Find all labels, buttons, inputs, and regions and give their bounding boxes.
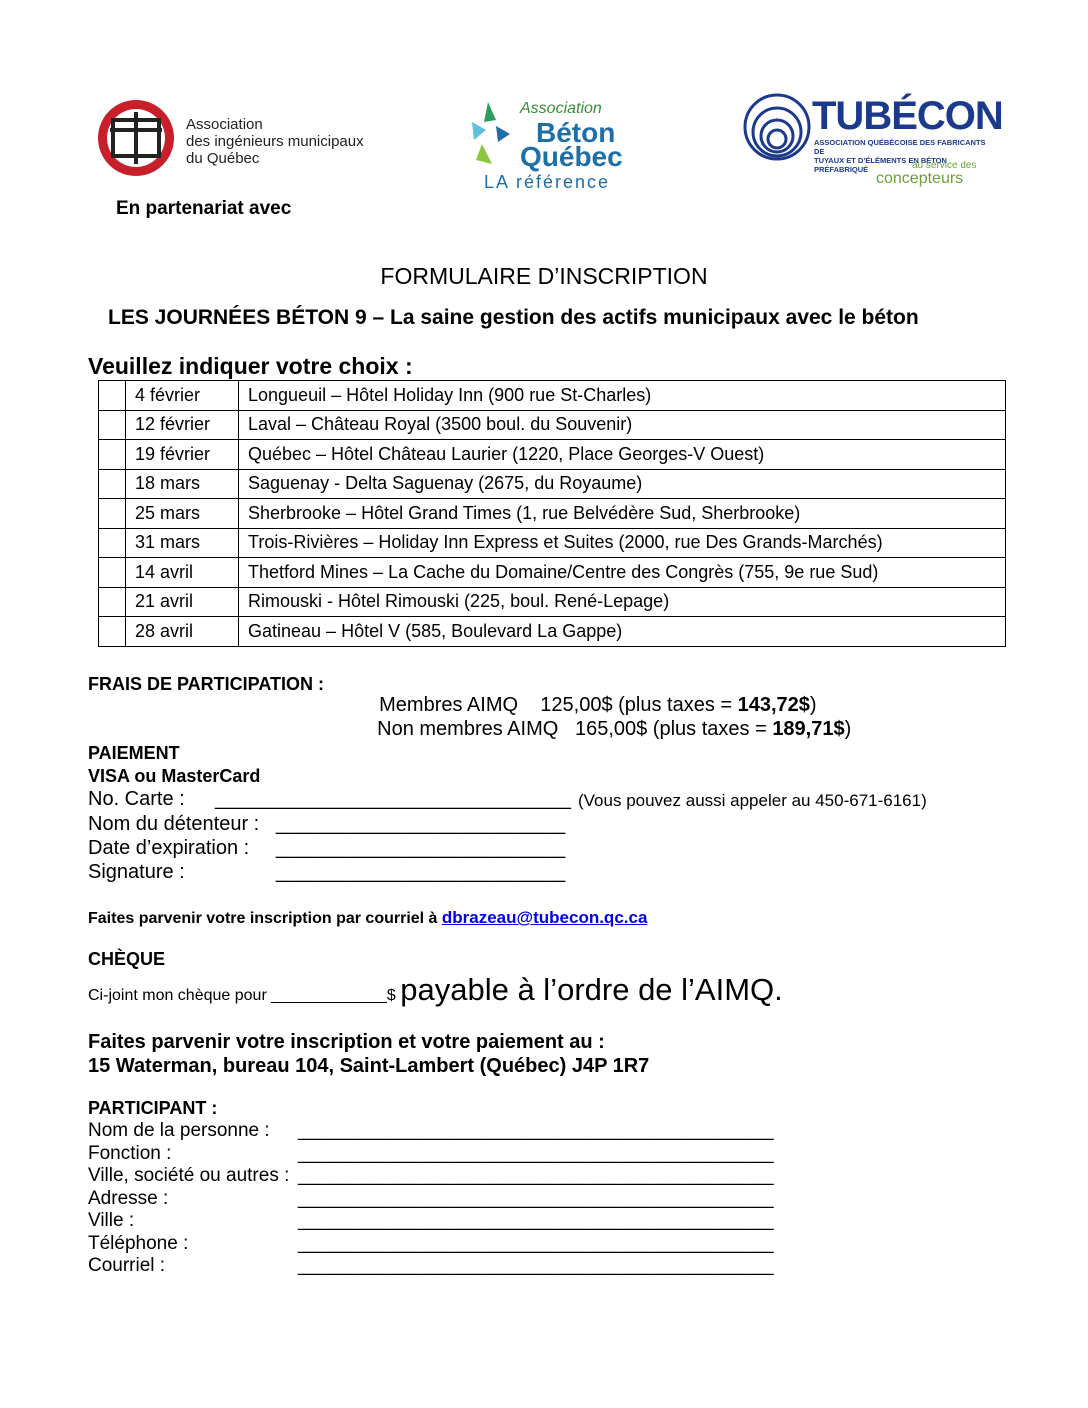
session-row <box>99 381 1006 411</box>
participant-field-row <box>88 1233 808 1256</box>
fees-label: FRAIS DE PARTICIPATION : <box>88 674 324 694</box>
beton-assoc: Association <box>520 100 602 117</box>
signature-label: Signature : <box>88 861 185 883</box>
holder-field[interactable]: __________________________ <box>276 813 566 835</box>
session-place: Longueuil – Hôtel Holiday Inn (900 rue St-Charles) <box>239 381 1006 411</box>
cheque-heading: CHÈQUE <box>88 949 166 969</box>
session-checkbox[interactable] <box>99 499 126 529</box>
session-checkbox[interactable] <box>99 558 126 588</box>
tubecon-logo <box>742 92 1003 192</box>
session-date: 21 avril <box>126 587 239 617</box>
beton-leaf-icon <box>470 100 514 170</box>
session-checkbox[interactable] <box>99 617 126 647</box>
participant-field-input[interactable]: _____________________________________________ <box>298 1187 774 1209</box>
participant-heading: PARTICIPANT : <box>88 1098 218 1118</box>
participant-field-label: Fonction : <box>88 1142 172 1164</box>
session-date: 25 mars <box>126 499 239 529</box>
session-date: 31 mars <box>126 528 239 558</box>
beton-line2: Québec <box>520 141 623 172</box>
session-checkbox[interactable] <box>99 410 126 440</box>
expiry-label: Date d’expiration : <box>88 837 250 859</box>
signature-field[interactable]: __________________________ <box>276 861 566 883</box>
choice-heading: Veuillez indiquer votre choix : <box>88 353 413 379</box>
fee-non-members-total: 189,71$ <box>772 718 845 740</box>
aimq-logo <box>96 98 376 182</box>
session-place: Rimouski - Hôtel Rimouski (225, boul. René-Lepage) <box>239 587 1006 617</box>
session-date: 28 avril <box>126 617 239 647</box>
holder-label: Nom du détenteur : <box>88 813 260 835</box>
participant-field-row <box>88 1210 808 1233</box>
session-row <box>99 558 1006 588</box>
session-checkbox[interactable] <box>99 587 126 617</box>
session-place: Sherbrooke – Hôtel Grand Times (1, rue Belvédère Sud, Sherbrooke) <box>239 499 1006 529</box>
card-types: VISA ou MasterCard <box>88 766 261 786</box>
participant-field-label: Ville, société ou autres : <box>88 1165 290 1186</box>
session-row <box>99 528 1006 558</box>
session-place: Saguenay - Delta Saguenay (2675, du Royaume) <box>239 469 1006 499</box>
participant-field-row <box>88 1143 808 1166</box>
tubecon-sub-1: ASSOCIATION QUÉBÉCOISE DES FABRICANTS DE <box>814 138 986 156</box>
participant-field-row <box>88 1255 808 1278</box>
email-instruction-text: Faites parvenir votre inscription par courriel à <box>88 910 442 927</box>
tubecon-rings-icon <box>742 92 812 162</box>
participant-field-input[interactable]: _____________________________________________ <box>298 1210 774 1231</box>
participant-field-row <box>88 1188 808 1211</box>
participant-field-input[interactable]: _____________________________________________ <box>298 1120 774 1141</box>
participant-field-label: Nom de la personne : <box>88 1120 270 1141</box>
participant-field-input[interactable]: _____________________________________________ <box>298 1142 774 1164</box>
beton-tagline: LA référence <box>484 172 611 192</box>
participant-field-label: Adresse : <box>88 1187 169 1209</box>
participant-field-row <box>88 1165 808 1188</box>
participant-field-row <box>88 1120 808 1143</box>
fee-members-close: ) <box>809 694 817 716</box>
email-instruction <box>88 908 647 928</box>
cheque-text: Ci-joint mon chèque pour _____________$ <box>88 987 396 1004</box>
session-date: 18 mars <box>126 469 239 499</box>
participant-fields <box>88 1120 808 1278</box>
card-number-label: No. Carte : <box>88 788 185 810</box>
email-link[interactable]: dbrazeau@tubecon.qc.ca <box>441 908 648 927</box>
participant-field-label: Courriel : <box>88 1255 166 1276</box>
cheque-payable: payable à l’ordre de l’AIMQ. <box>400 972 783 1007</box>
aimq-text-1: Association <box>186 116 263 133</box>
cheque-line <box>88 972 783 1008</box>
card-number-field[interactable]: ________________________________ <box>215 788 571 810</box>
session-row <box>99 469 1006 499</box>
beton-quebec-logo <box>470 100 630 192</box>
participant-field-input[interactable]: _____________________________________________ <box>298 1165 774 1186</box>
partner-text: En partenariat avec <box>116 198 292 219</box>
beton-line1: Béton <box>536 117 616 148</box>
session-row <box>99 499 1006 529</box>
mail-address: 15 Waterman, bureau 104, Saint-Lambert (Québec) J4P 1R7 <box>88 1055 650 1077</box>
aimq-emblem-icon <box>96 98 180 182</box>
session-checkbox[interactable] <box>99 440 126 470</box>
fee-non-members-close: ) <box>844 718 852 740</box>
session-checkbox[interactable] <box>99 381 126 411</box>
fee-non-members <box>366 695 851 741</box>
tubecon-sub-2: TUYAUX ET D’ÉLÉMENTS EN BÉTON PRÉFABRIQUÉ <box>814 156 947 174</box>
fee-members-text: Membres AIMQ 125,00$ (plus taxes = <box>379 694 738 716</box>
session-place: Thetford Mines – La Cache du Domaine/Centre des Congrès (755, 9e rue Sud) <box>239 558 1006 588</box>
session-place: Trois-Rivières – Holiday Inn Express et Suites (2000, rue Des Grands-Marchés) <box>239 528 1006 558</box>
mail-line-1: Faites parvenir votre inscription et votre paiement au : <box>88 1031 605 1053</box>
session-row <box>99 617 1006 647</box>
tubecon-tag-1: au service des <box>912 160 977 171</box>
participant-field-input[interactable]: _____________________________________________ <box>298 1232 774 1254</box>
aimq-text-3: du Québec <box>186 150 260 167</box>
expiry-field[interactable]: __________________________ <box>276 837 566 859</box>
session-date: 4 février <box>126 381 239 411</box>
fee-members-total: 143,72$ <box>737 694 810 716</box>
page-title: FORMULAIRE D’INSCRIPTION <box>380 263 708 289</box>
participant-field-label: Ville : <box>88 1210 135 1231</box>
sessions-table <box>98 380 1006 647</box>
session-place: Québec – Hôtel Château Laurier (1220, Place Georges-V Ouest) <box>239 440 1006 470</box>
event-subtitle: LES JOURNÉES BÉTON 9 – La saine gestion des actifs municipaux avec le béton <box>108 306 919 329</box>
fee-non-members-text: Non membres AIMQ 165,00$ (plus taxes = <box>377 718 773 740</box>
session-checkbox[interactable] <box>99 528 126 558</box>
session-date: 19 février <box>126 440 239 470</box>
session-row <box>99 440 1006 470</box>
session-checkbox[interactable] <box>99 469 126 499</box>
session-date: 14 avril <box>126 558 239 588</box>
tubecon-name: TUBÉCON <box>812 94 1003 138</box>
session-place: Gatineau – Hôtel V (585, Boulevard La Gappe) <box>239 617 1006 647</box>
participant-field-input[interactable]: _____________________________________________ <box>298 1255 774 1276</box>
aimq-text-2: des ingénieurs municipaux <box>186 133 364 150</box>
payment-heading: PAIEMENT <box>88 743 180 763</box>
session-date: 12 février <box>126 410 239 440</box>
session-row <box>99 410 1006 440</box>
tubecon-tag-2: concepteurs <box>876 170 964 187</box>
call-note: (Vous pouvez aussi appeler au 450-671-6161) <box>578 791 927 810</box>
session-place: Laval – Château Royal (3500 boul. du Souvenir) <box>239 410 1006 440</box>
participant-field-label: Téléphone : <box>88 1232 189 1254</box>
session-row <box>99 587 1006 617</box>
